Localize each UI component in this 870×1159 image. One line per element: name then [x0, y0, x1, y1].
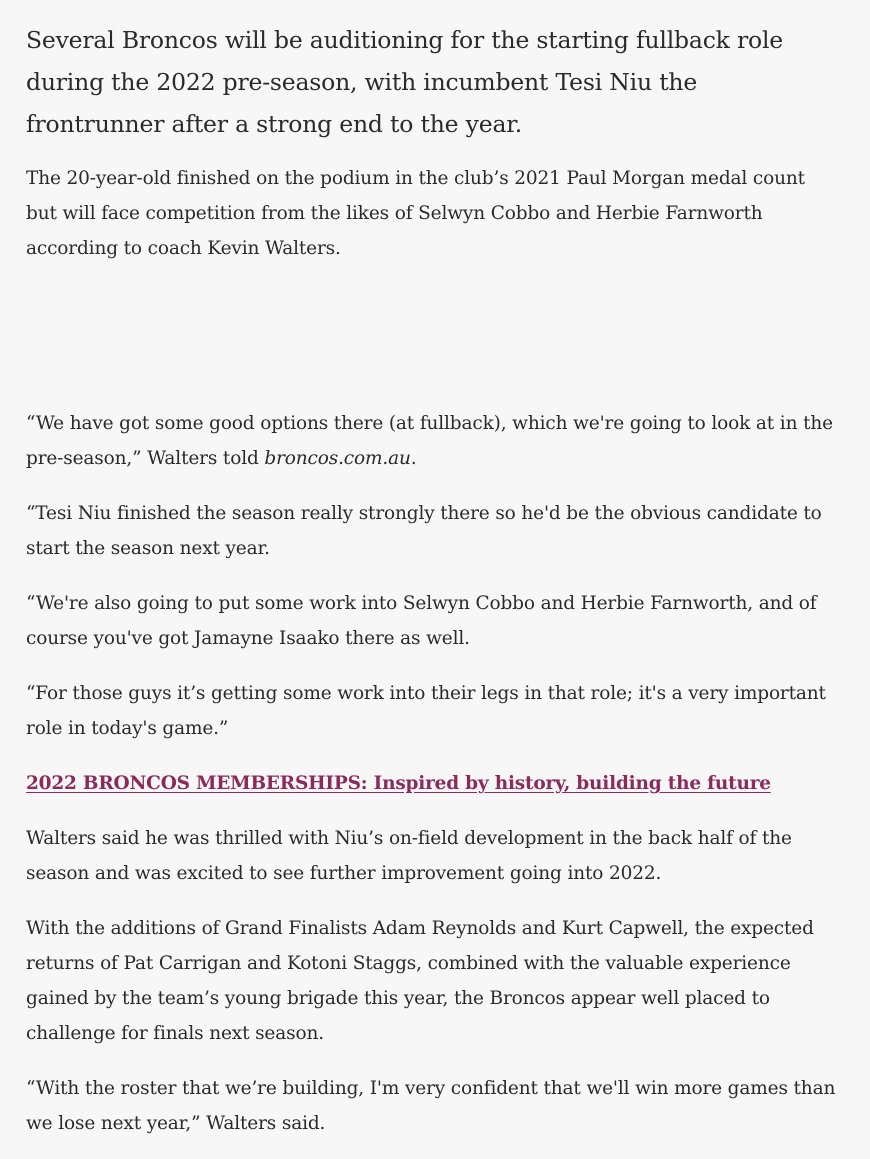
ad-placeholder	[26, 266, 838, 406]
article-lead: Several Broncos will be auditioning for the starting fullback role during the 2022 pre-season, with incumbent Tesi Niu the frontrunner after a strong end to the year.	[26, 26, 783, 138]
membership-link[interactable]: 2022 BRONCOS MEMBERSHIPS: Inspired by history, building the future	[26, 773, 771, 794]
article-paragraph-7: With the additions of Grand Finalists Adam Reynolds and Kurt Capwell, the expected returns of Pat Carrigan and Kotoni Staggs, combined with the valuable experience gained by the team’s young brigade this year, the Broncos appear well placed to challenge for finals next season.	[26, 918, 814, 1044]
article-paragraph-8: “With the roster that we’re building, I'm very confident that we'll win more games than we lose next year,” Walters said.	[26, 1078, 836, 1134]
quote-text: “We have got some good options there (at fullback), which we're going to look at in the pre-season,” Walters told	[26, 413, 833, 469]
article-paragraph-6: Walters said he was thrilled with Niu’s on-field development in the back half of the season and was excited to see further improvement going into 2022.	[26, 828, 792, 884]
article-paragraph-4: “We're also going to put some work into Selwyn Cobbo and Herbie Farnworth, and of course you've got Jamayne Isaako there as well.	[26, 593, 817, 649]
membership-link-paragraph	[26, 766, 838, 801]
article-paragraph-2	[26, 406, 838, 476]
site-name: broncos.com.au	[264, 448, 411, 469]
article-paragraph-1: The 20-year-old finished on the podium in the club’s 2021 Paul Morgan medal count but will face competition from the likes of Selwyn Cobbo and Herbie Farnworth according to coach Kevin Walters.	[26, 168, 805, 259]
quote-end: .	[410, 448, 417, 469]
article-paragraph-3: “Tesi Niu finished the season really strongly there so he'd be the obvious candidate to start the season next year.	[26, 503, 822, 559]
article-paragraph-5: “For those guys it’s getting some work into their legs in that role; it's a very important role in today's game.”	[26, 683, 826, 739]
